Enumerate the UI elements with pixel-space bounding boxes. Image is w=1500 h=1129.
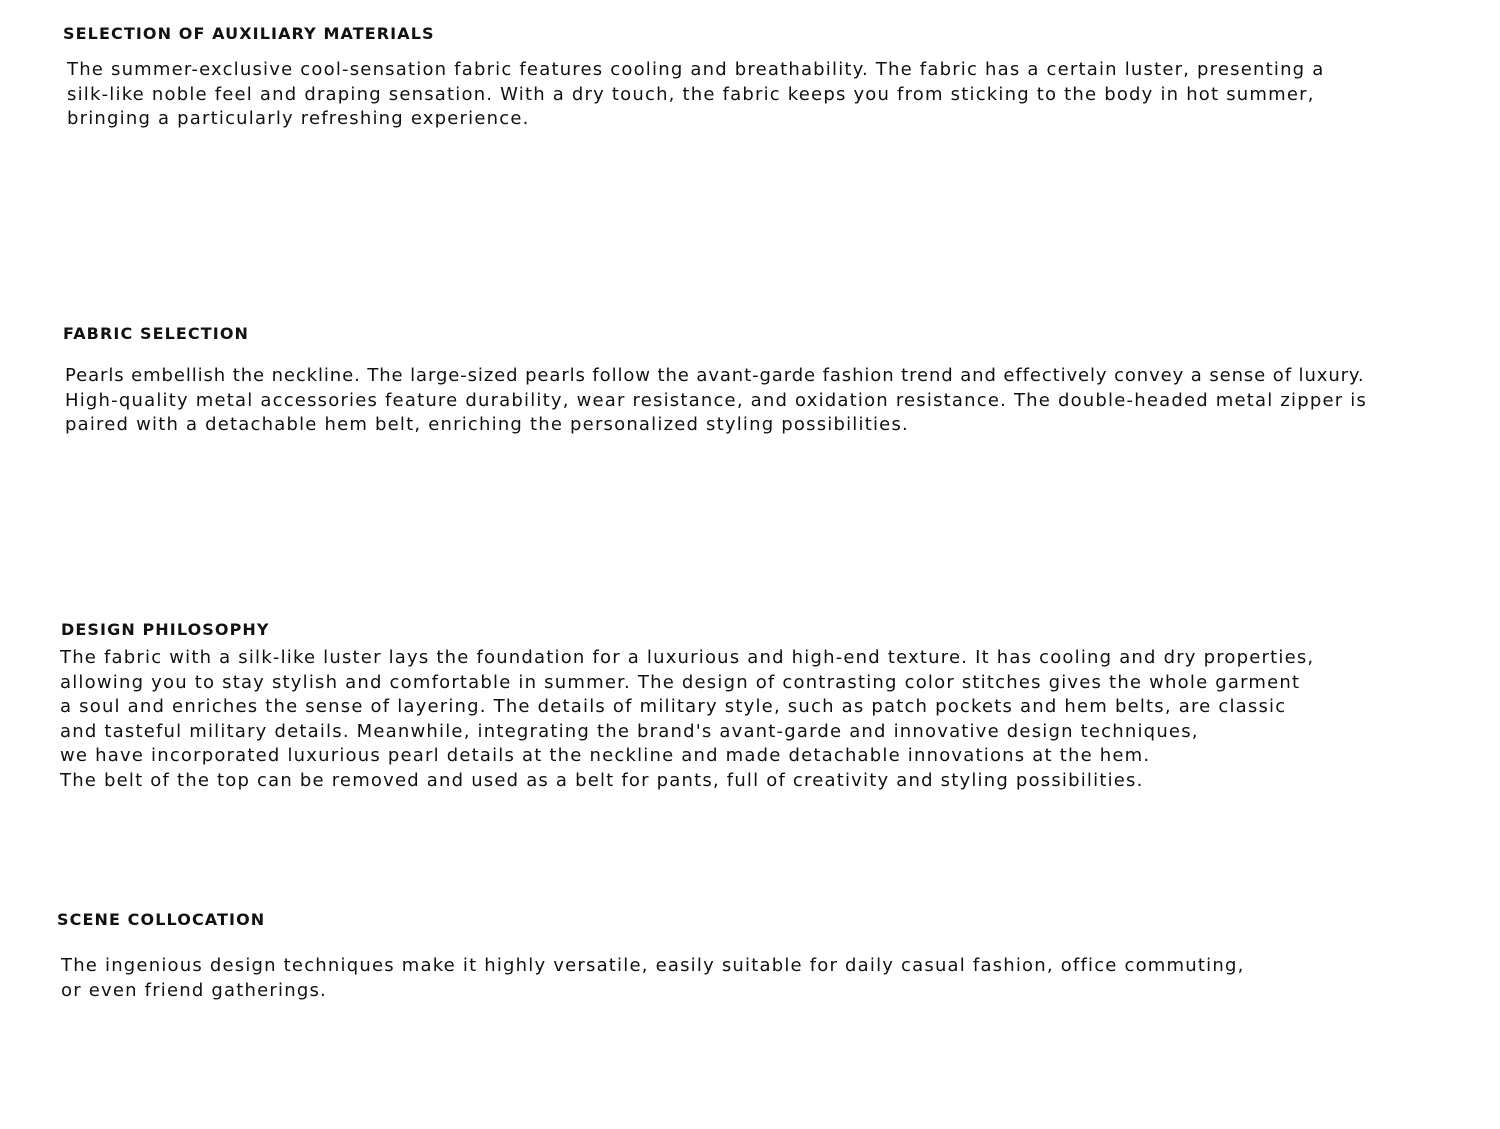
section-heading: DESIGN PHILOSOPHY bbox=[61, 620, 270, 639]
section-heading: SCENE COLLOCATION bbox=[57, 910, 266, 929]
body-line: The fabric with a silk-like luster lays the foundation for a luxurious and high-end texture. It has cooling and dry properties, bbox=[60, 647, 1315, 668]
body-line: bringing a particularly refreshing experience. bbox=[67, 108, 530, 129]
body-line: or even friend gatherings. bbox=[61, 979, 327, 1001]
section-heading: FABRIC SELECTION bbox=[63, 324, 250, 343]
section-body bbox=[60, 646, 1314, 793]
body-line: silk-like noble feel and draping sensation. With a dry touch, the fabric keeps you from sticking to the body in hot summer, bbox=[67, 83, 1315, 105]
body-line: and tasteful military details. Meanwhile, integrating the brand's avant-garde and innovative design techniques, bbox=[60, 720, 1199, 742]
section-heading: SELECTION OF AUXILIARY MATERIALS bbox=[63, 24, 435, 43]
section-body bbox=[61, 954, 1245, 1003]
section-body bbox=[67, 58, 1324, 132]
body-line: paired with a detachable hem belt, enriching the personalized styling possibilities. bbox=[65, 414, 909, 435]
body-line: High-quality metal accessories feature durability, wear resistance, and oxidation resistance. The double-headed metal zipper is bbox=[65, 389, 1368, 411]
body-line: The belt of the top can be removed and used as a belt for pants, full of creativity and styling possibilities. bbox=[60, 769, 1144, 791]
body-line: Pearls embellish the neckline. The large-sized pearls follow the avant-garde fashion trend and effectively convey a sense of luxury. bbox=[65, 365, 1365, 386]
body-line: The summer-exclusive cool-sensation fabric features cooling and breathability. The fabric has a certain luster, presenting a bbox=[67, 59, 1325, 80]
body-line: allowing you to stay stylish and comfortable in summer. The design of contrasting color stitches gives the whole garment bbox=[60, 671, 1301, 693]
body-line: The ingenious design techniques make it highly versatile, easily suitable for daily casual fashion, office commuting, bbox=[61, 955, 1245, 976]
body-line: a soul and enriches the sense of layering. The details of military style, such as patch pockets and hem belts, are classic bbox=[60, 696, 1287, 717]
section-body bbox=[65, 364, 1367, 438]
body-line: we have incorporated luxurious pearl details at the neckline and made detachable innovations at the hem. bbox=[60, 745, 1151, 766]
